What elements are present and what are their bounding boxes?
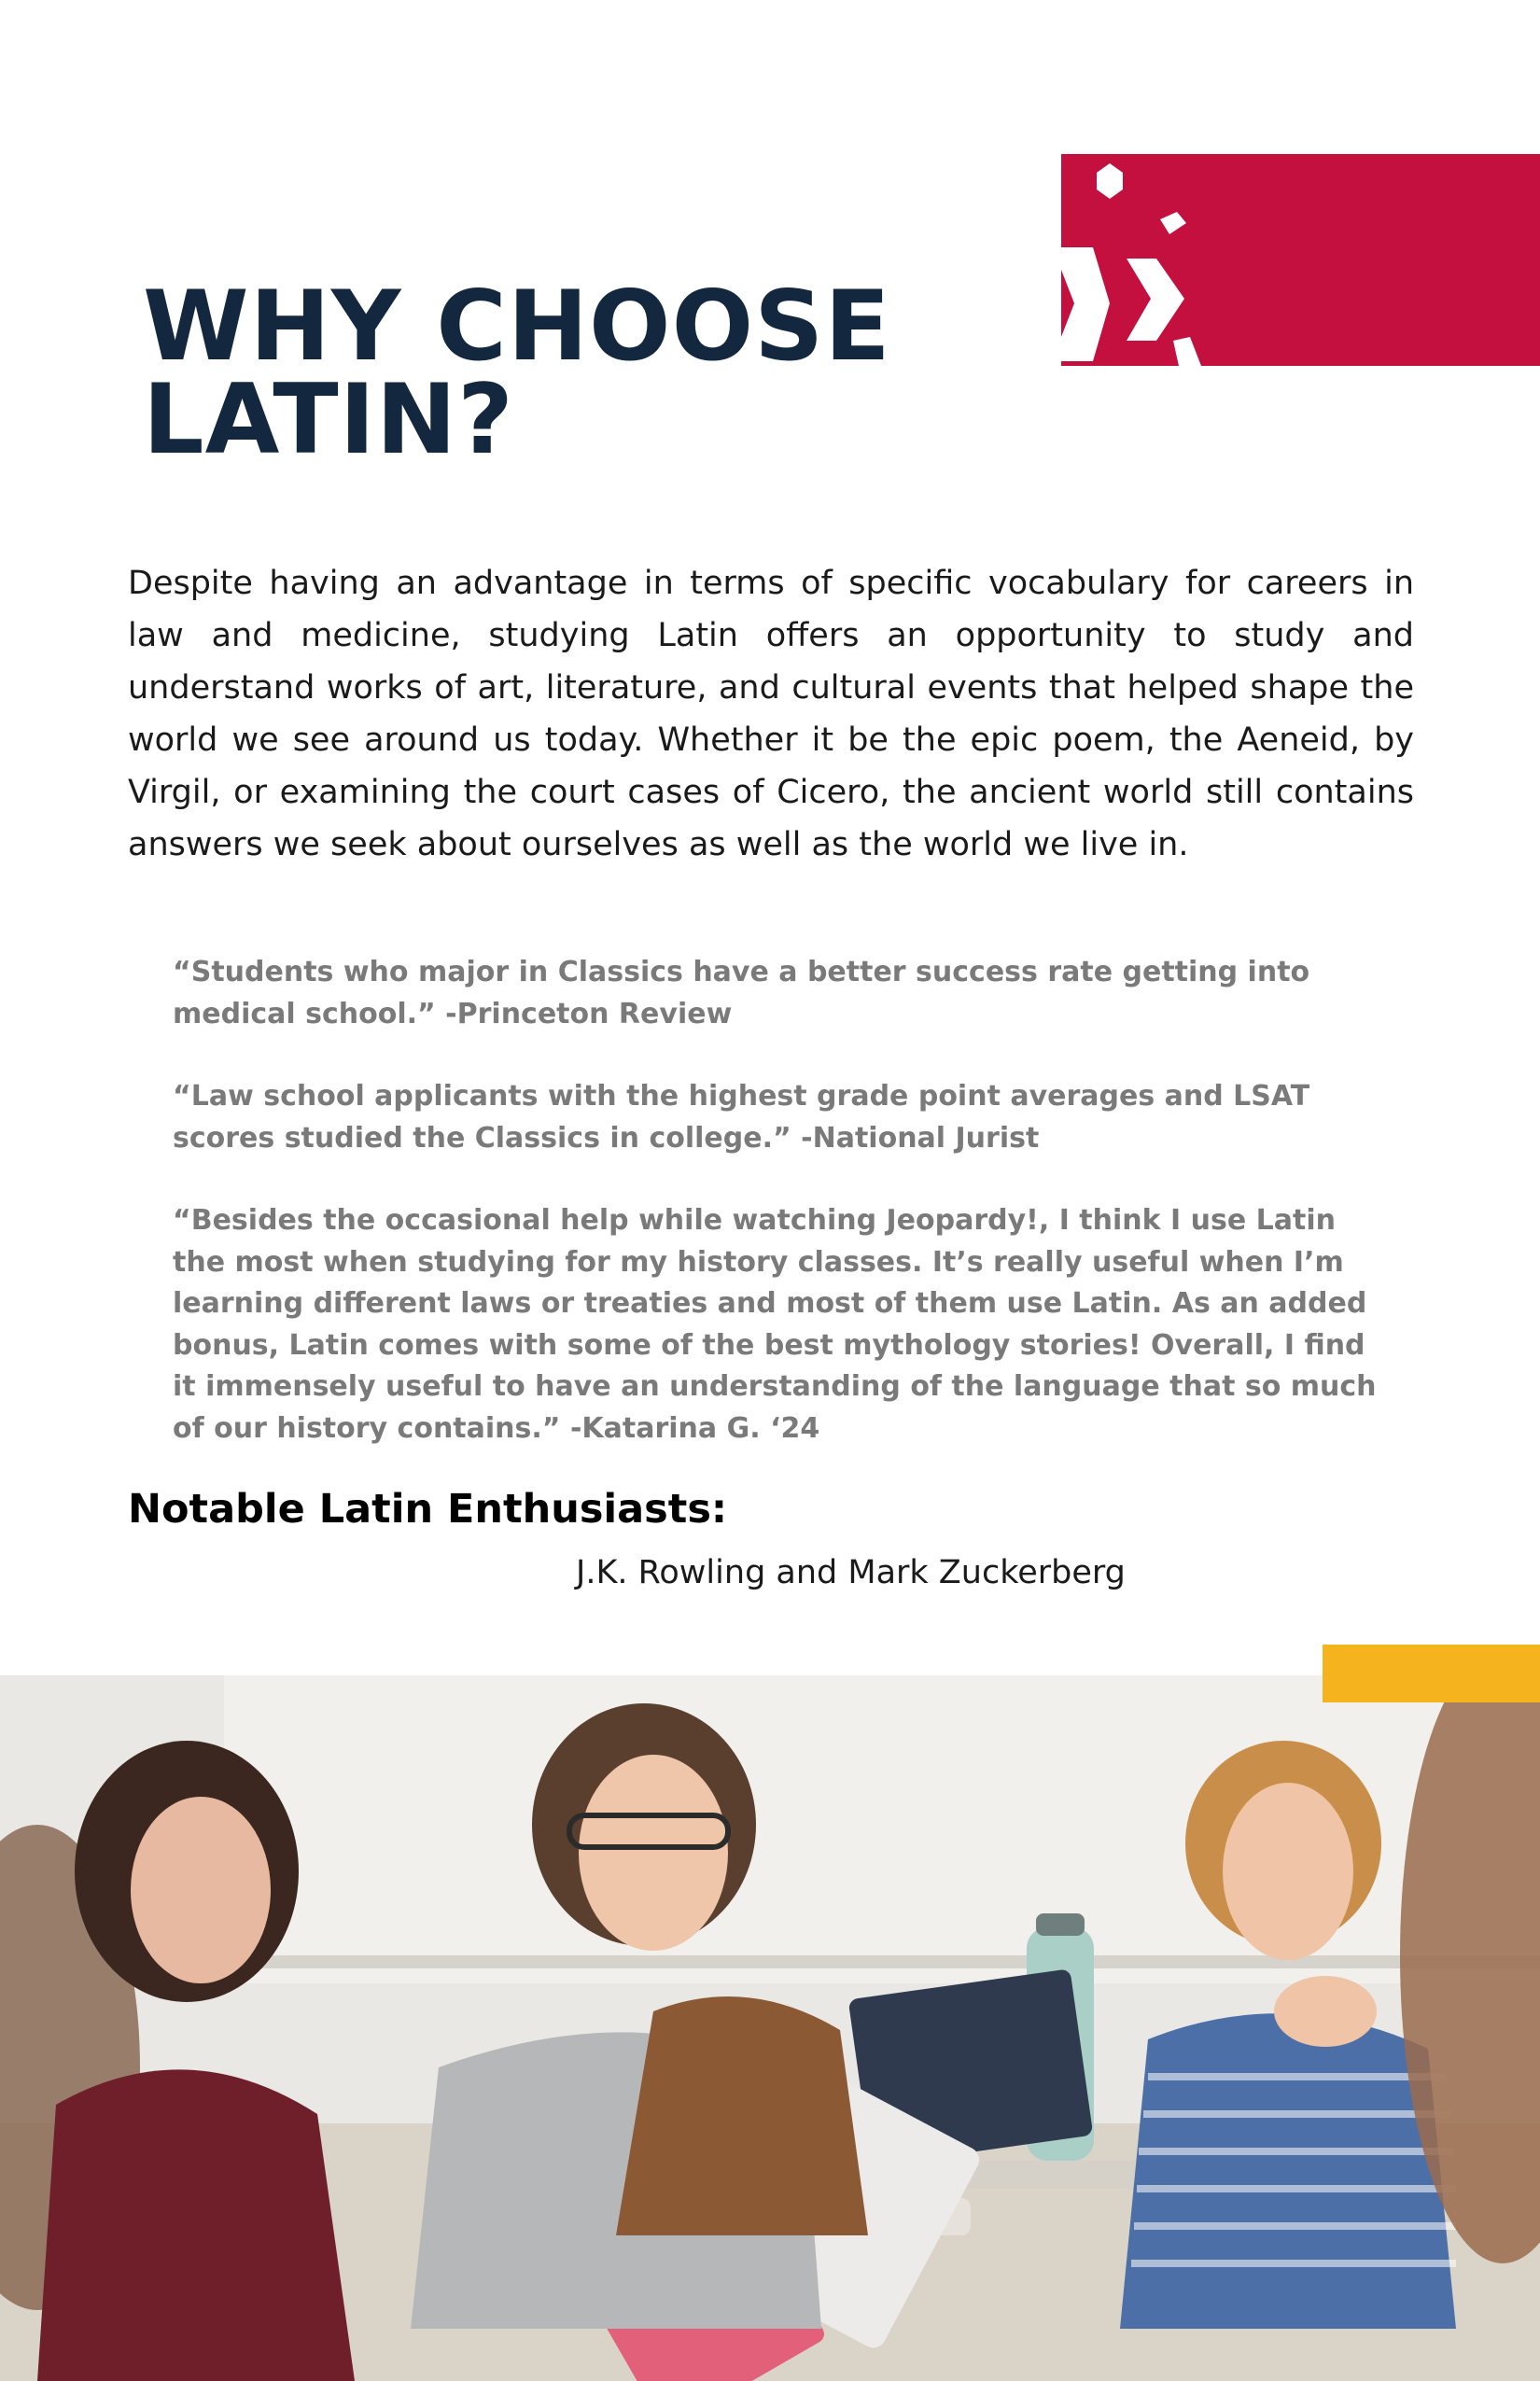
- quote-princeton-review: “Students who major in Classics have a better success rate getting into medical school.” -Princeton Review: [173, 956, 1310, 1030]
- title-line-1: WHY CHOOSE: [143, 271, 891, 383]
- quote-national-jurist: “Law school applicants with the highest grade point averages and LSAT scores studied the Classics in college.” -National Jurist: [173, 1080, 1310, 1155]
- page-title: [143, 271, 891, 476]
- title-line-2: LATIN?: [143, 364, 514, 476]
- classroom-photo: [0, 1675, 1540, 2381]
- quotes-list: [173, 952, 1386, 1491]
- school-logo-banner: [1061, 154, 1540, 366]
- hexagon-logo-icon: [1061, 154, 1540, 366]
- intro-paragraph: Despite having an advantage in terms of specific vocabulary for careers in law and medicine, studying Latin offers an opportunity to study and understand works of art, literature, and cultural events that helped shape the world we see around us today. Whether it be the epic poem, the Aeneid, by Virgil, or examining the court cases of Cicero, the ancient world still contains answers we seek about ourselves as well as the world we live in.: [128, 565, 1414, 863]
- notable-heading: Notable Latin Enthusiasts:: [128, 1486, 728, 1533]
- notable-names: J.K. Rowling and Mark Zuckerberg: [576, 1554, 1126, 1591]
- accent-bar: [1323, 1645, 1540, 1702]
- quote-student-testimonial: “Besides the occasional help while watching Jeopardy!, I think I use Latin the most when studying for my history classes. It’s really useful when I’m learning different laws or treaties and most of them use Latin. As an added bonus, Latin comes with some of the best mythology stories! Overall, I find it immensely useful to have an understanding of the language that so much of our history contains.” -Katarina G. ‘24: [173, 1204, 1377, 1445]
